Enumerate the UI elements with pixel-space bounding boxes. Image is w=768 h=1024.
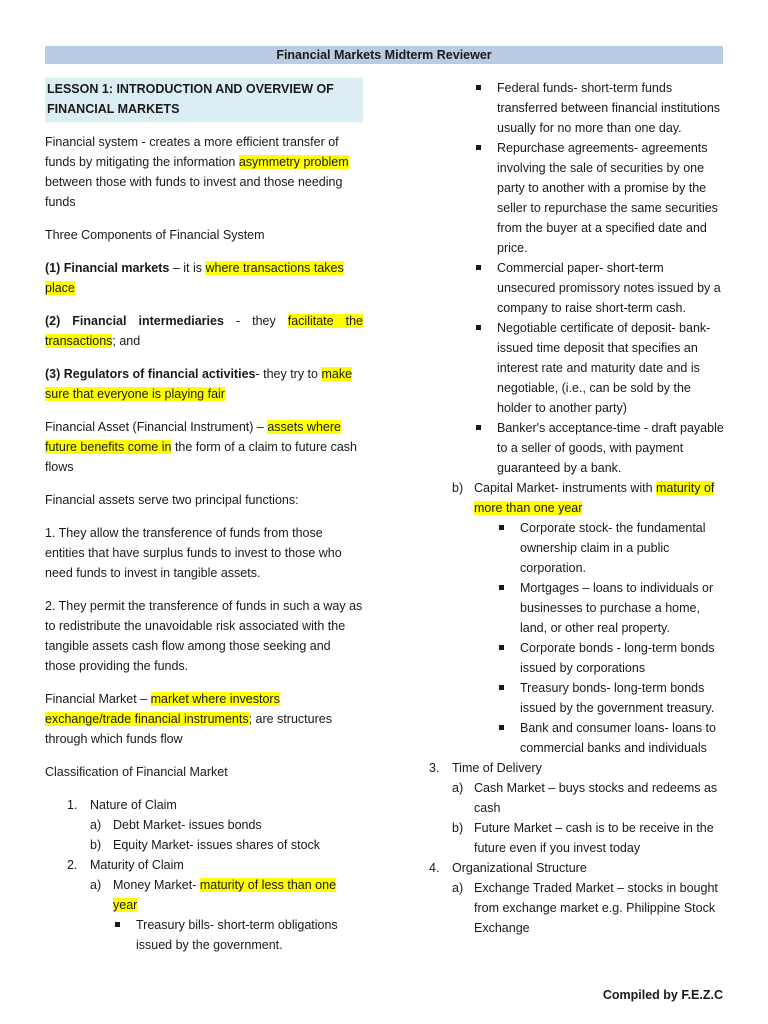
classification-heading: Classification of Financial Market <box>45 765 228 779</box>
bullet-icon <box>499 525 504 530</box>
list-item: Mortgages – loans to individuals or businesses to purchase a home, land, or other real property. <box>425 578 725 638</box>
lesson-heading-line1: LESSON 1: INTRODUCTION AND OVERVIEW OF <box>47 82 334 96</box>
list-item: a) Debt Market- issues bonds <box>90 818 262 832</box>
list-item: a) Money Market- maturity of less than one year <box>90 878 337 912</box>
component-1: (1) Financial markets – it is where transactions takes place <box>45 261 344 295</box>
list-item: Banker's acceptance-time - draft payable to a seller of goods, with payment guaranteed by a bank. <box>425 418 725 478</box>
component-3: (3) Regulators of financial activities- they try to make sure that everyone is playing fair <box>45 367 353 401</box>
bullet-icon <box>476 265 481 270</box>
page-title: Financial Markets Midterm Reviewer <box>45 46 723 64</box>
list-item: Commercial paper- short-term unsecured promissory notes issued by a company to raise short-term cash. <box>425 258 725 318</box>
lesson-heading-line2: FINANCIAL MARKETS <box>47 102 180 116</box>
bullet-icon <box>476 85 481 90</box>
list-item: Bank and consumer loans- loans to commercial banks and individuals <box>425 718 725 758</box>
bullet-icon <box>476 425 481 430</box>
compiled-by: Compiled by F.E.Z.C <box>602 988 723 1002</box>
list-item: b) Capital Market- instruments with maturity of more than one year <box>452 481 715 515</box>
list-item: a) Cash Market – buys stocks and redeems as cash <box>452 781 718 815</box>
right-column <box>425 78 725 938</box>
list-item: Corporate bonds - long-term bonds issued by corporations <box>425 638 725 678</box>
functions-intro: Financial assets serve two principal functions: <box>45 493 299 507</box>
component-2: (2) Financial intermediaries - they facilitate the transactions; and <box>45 314 363 348</box>
lesson-heading <box>45 78 363 122</box>
function-2: 2. They permit the transference of funds in such a way as to redistribute the unavoidable risk associated with the tangible assets cash flow among those seeking and those providing the funds. <box>45 599 363 673</box>
list-item: 4. Organizational Structure <box>429 861 587 875</box>
list-item: Federal funds- short-term funds transferred between financial institutions usually for no more than one day. <box>425 78 725 138</box>
list-item: Corporate stock- the fundamental ownership claim in a public corporation. <box>425 518 725 578</box>
list-item: Treasury bills- short-term obligations issued by the government. <box>45 915 363 955</box>
list-item: b) Future Market – cash is to be receive in the future even if you invest today <box>452 821 714 855</box>
list-item: Negotiable certificate of deposit- bank-issued time deposit that specifies an interest rate and maturity date and is negotiable, (i.e., can be sold by the holder to another party) <box>425 318 725 418</box>
left-column <box>45 78 363 955</box>
list-item: 3. Time of Delivery <box>429 761 542 775</box>
bullet-icon <box>476 145 481 150</box>
financial-asset-definition: Financial Asset (Financial Instrument) – assets where future benefits come in the form of a claim to future cash flows <box>45 420 357 474</box>
list-item: 1. Nature of Claim <box>67 798 177 812</box>
bullet-icon <box>499 585 504 590</box>
list-item: b) Equity Market- issues shares of stock <box>90 838 321 852</box>
classification-list <box>45 795 363 955</box>
bullet-icon <box>115 922 120 927</box>
bullet-icon <box>499 685 504 690</box>
financial-market-definition: Financial Market – market where investors exchange/trade financial instruments; are structures through which funds flow <box>45 692 332 746</box>
list-item: Treasury bonds- long-term bonds issued by the government treasury. <box>425 678 725 718</box>
bullet-icon <box>476 325 481 330</box>
list-item: Repurchase agreements- agreements involving the sale of securities by one party to another with a promise by the seller to repurchase the same securities from the buyer at a specified date and price. <box>425 138 725 258</box>
list-item: a) Exchange Traded Market – stocks in bought from exchange market e.g. Philippine Stock Exchange <box>452 881 718 935</box>
bullet-icon <box>499 645 504 650</box>
financial-system-definition: Financial system - creates a more efficient transfer of funds by mitigating the information asymmetry problem between those with funds to invest and those needing funds <box>45 135 349 209</box>
bullet-icon <box>499 725 504 730</box>
three-components-heading: Three Components of Financial System <box>45 228 265 242</box>
function-1: 1. They allow the transference of funds from those entities that have surplus funds to invest to those who need funds to invest in tangible assets. <box>45 526 342 580</box>
list-item: 2. Maturity of Claim <box>67 858 184 872</box>
